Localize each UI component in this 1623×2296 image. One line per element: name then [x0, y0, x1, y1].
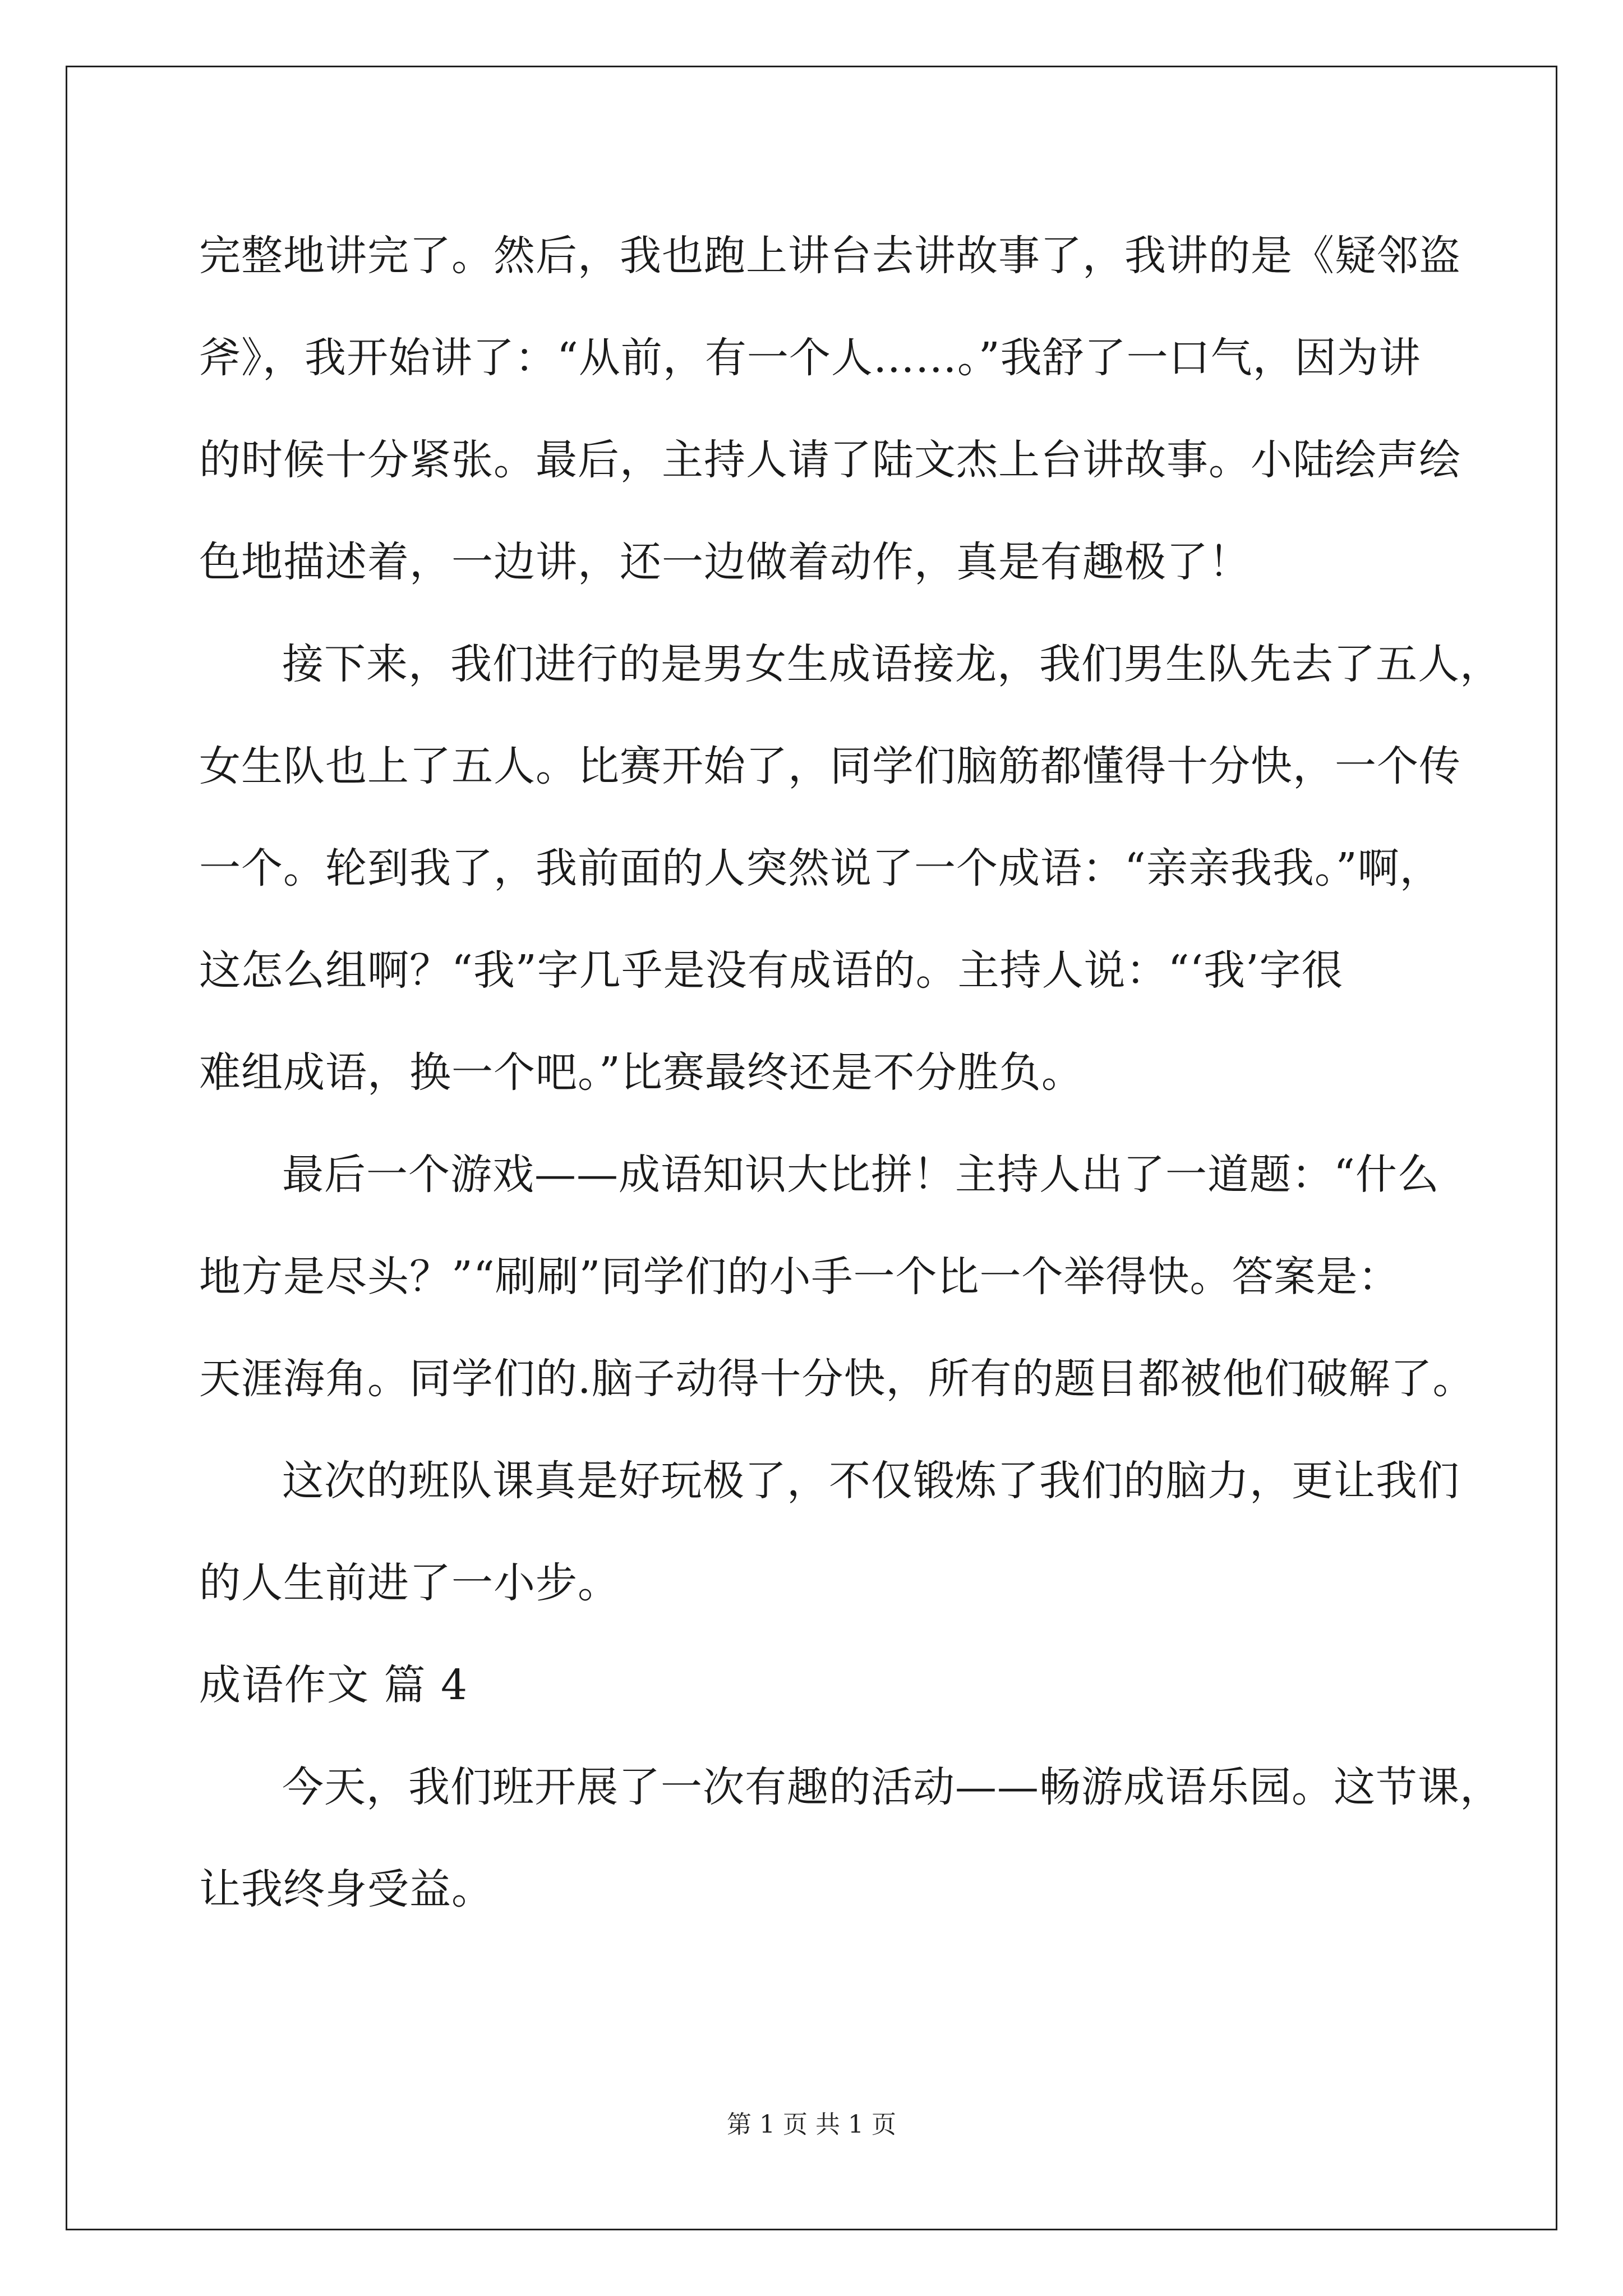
paragraph-start-line: 最后一个游戏——成语知识大比拼！主持人出了一道题：“什么 [282, 1151, 1440, 1199]
text-line: 一个。轮到我了，我前面的人突然说了一个成语：“亲亲我我。”啊， [199, 844, 1442, 892]
text-line: 地方是尽头？”“刷刷”同学们的小手一个比一个举得快。答案是： [199, 1253, 1400, 1301]
text-line: 让我终身受益。 [199, 1865, 494, 1913]
page-number-footer: 第 1 页 共 1 页 [727, 2110, 896, 2139]
paragraph-start-line: 这次的班队课真是好玩极了，不仅锻炼了我们的脑力，更让我们 [282, 1457, 1460, 1505]
text-line: 完整地讲完了。然后，我也跑上讲台去讲故事了，我讲的是《疑邻盗 [199, 232, 1461, 280]
paragraph-start-line: 接下来，我们进行的是男女生成语接龙，我们男生队先去了五人， [282, 640, 1502, 688]
text-line: 难组成语，换一个吧。”比赛最终还是不分胜负。 [199, 1048, 1083, 1097]
text-line: 女生队也上了五人。比赛开始了，同学们脑筋都懂得十分快，一个传 [199, 742, 1461, 790]
text-line: 天涯海角。同学们的.脑子动得十分快，所有的题目都被他们破解了。 [199, 1355, 1475, 1403]
text-line: 斧》，我开始讲了：“从前，有一个人……。”我舒了一口气，因为讲 [199, 334, 1421, 382]
paragraph-start-line: 今天，我们班开展了一次有趣的活动——畅游成语乐园。这节课， [282, 1763, 1502, 1811]
document-body [199, 205, 1502, 1940]
text-line: 这怎么组啊？“我”字几乎是没有成语的。主持人说：“‘我’字很 [199, 946, 1344, 995]
text-line: 色地描述着，一边讲，还一边做着动作，真是有趣极了！ [199, 538, 1251, 586]
text-line: 的时候十分紧张。最后，主持人请了陆文杰上台讲故事。小陆绘声绘 [199, 436, 1461, 484]
text-line: 的人生前进了一小步。 [199, 1559, 620, 1607]
section-heading: 成语作文 篇 4 [199, 1661, 469, 1709]
